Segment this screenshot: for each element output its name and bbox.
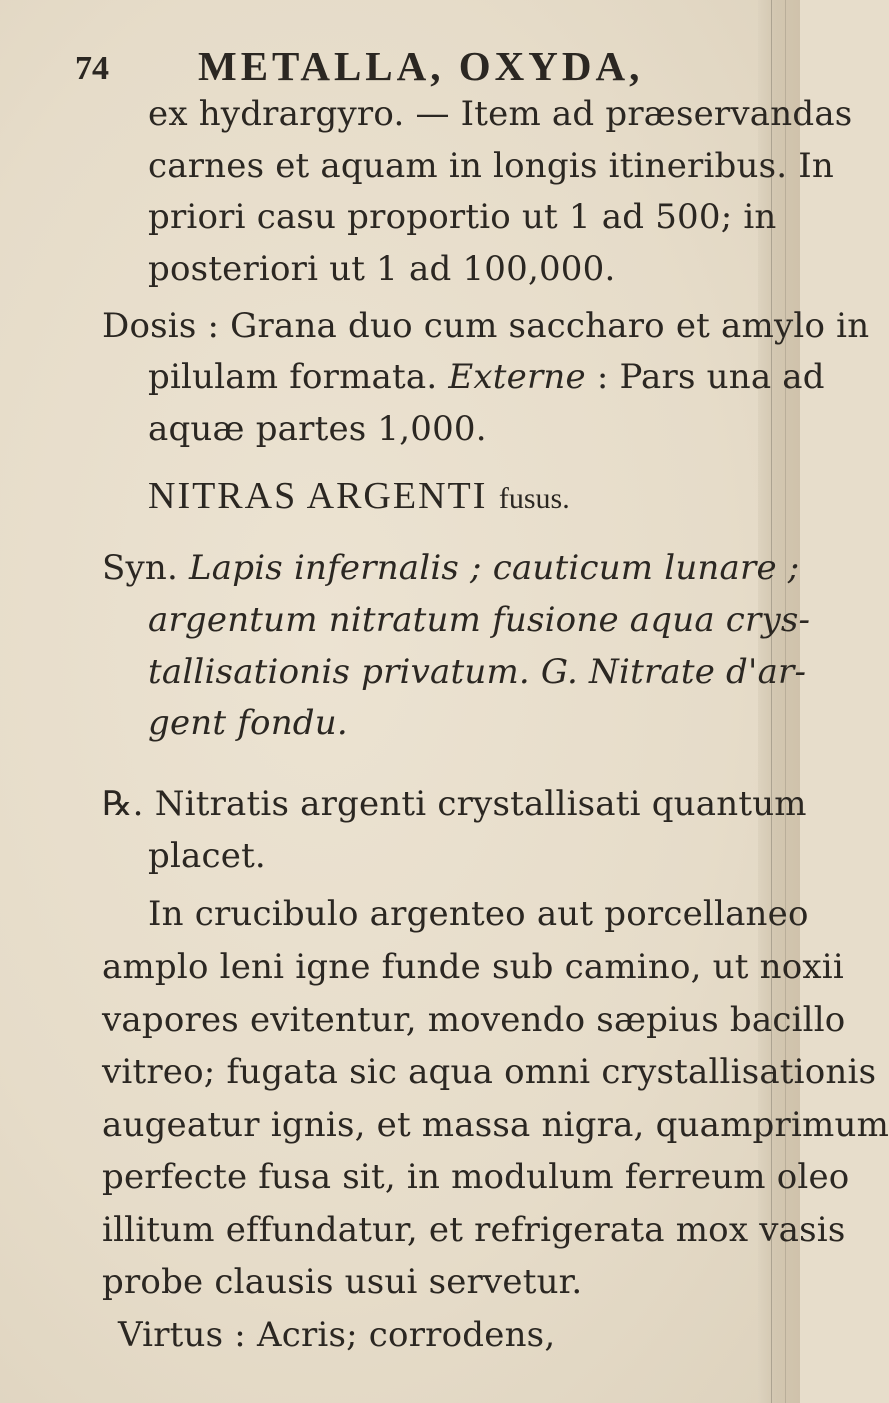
text-line: probe clausis usui servetur. [102, 1262, 583, 1302]
text-line: ℞. Nitratis argenti crystallisati quantum [102, 784, 807, 824]
section-heading [148, 474, 570, 518]
text-line: priori casu proportio ut 1 ad 500; in [148, 197, 777, 237]
page-number: 74 [75, 50, 109, 87]
text-line: ex hydrargyro. — Item ad præservandas [148, 94, 853, 134]
section-heading-main: NITRAS ARGENTI [148, 475, 488, 517]
text-run-italic: Lapis infernalis ; cauticum lunare ; [189, 548, 800, 588]
text-line: Dosis : Grana duo cum saccharo et amylo in [102, 306, 870, 346]
running-head: METALLA, OXYDA, [198, 43, 644, 89]
text-line: carnes et aquam in longis itineribus. In [148, 146, 835, 186]
text-line: augeatur ignis, et massa nigra, quamprimum [102, 1105, 889, 1145]
text-run-italic: Externe [448, 357, 586, 397]
text-line: Virtus : Acris; corrodens, [118, 1315, 556, 1355]
section-heading-sub: fusus. [498, 482, 570, 515]
text-line: perfecte fusa sit, in modulum ferreum oleo [102, 1157, 850, 1197]
text-line: amplo leni igne funde sub camino, ut noxii [102, 947, 844, 987]
text-line: argentum nitratum fusione aqua crys- [148, 600, 811, 640]
text-run: : Pars una ad [585, 357, 825, 397]
text-line: tallisationis privatum. G. Nitrate d'ar- [148, 652, 807, 692]
text-line: aquæ partes 1,000. [148, 409, 487, 449]
text-run: pilulam formata. [148, 357, 449, 397]
text-line: placet. [148, 836, 266, 876]
text-line [148, 357, 825, 397]
text-line [102, 548, 799, 588]
text-line: posteriori ut 1 ad 100,000. [148, 249, 616, 289]
text-line: vitreo; fugata sic aqua omni crystallisationis [102, 1052, 877, 1092]
text-line: illitum effundatur, et refrigerata mox vasis [102, 1210, 846, 1250]
text-line: In crucibulo argenteo aut porcellaneo [148, 894, 809, 934]
text-line: vapores evitentur, movendo sæpius bacillo [102, 1000, 846, 1040]
text-run: Syn. [102, 548, 190, 588]
text-line: gent fondu. [148, 703, 348, 743]
